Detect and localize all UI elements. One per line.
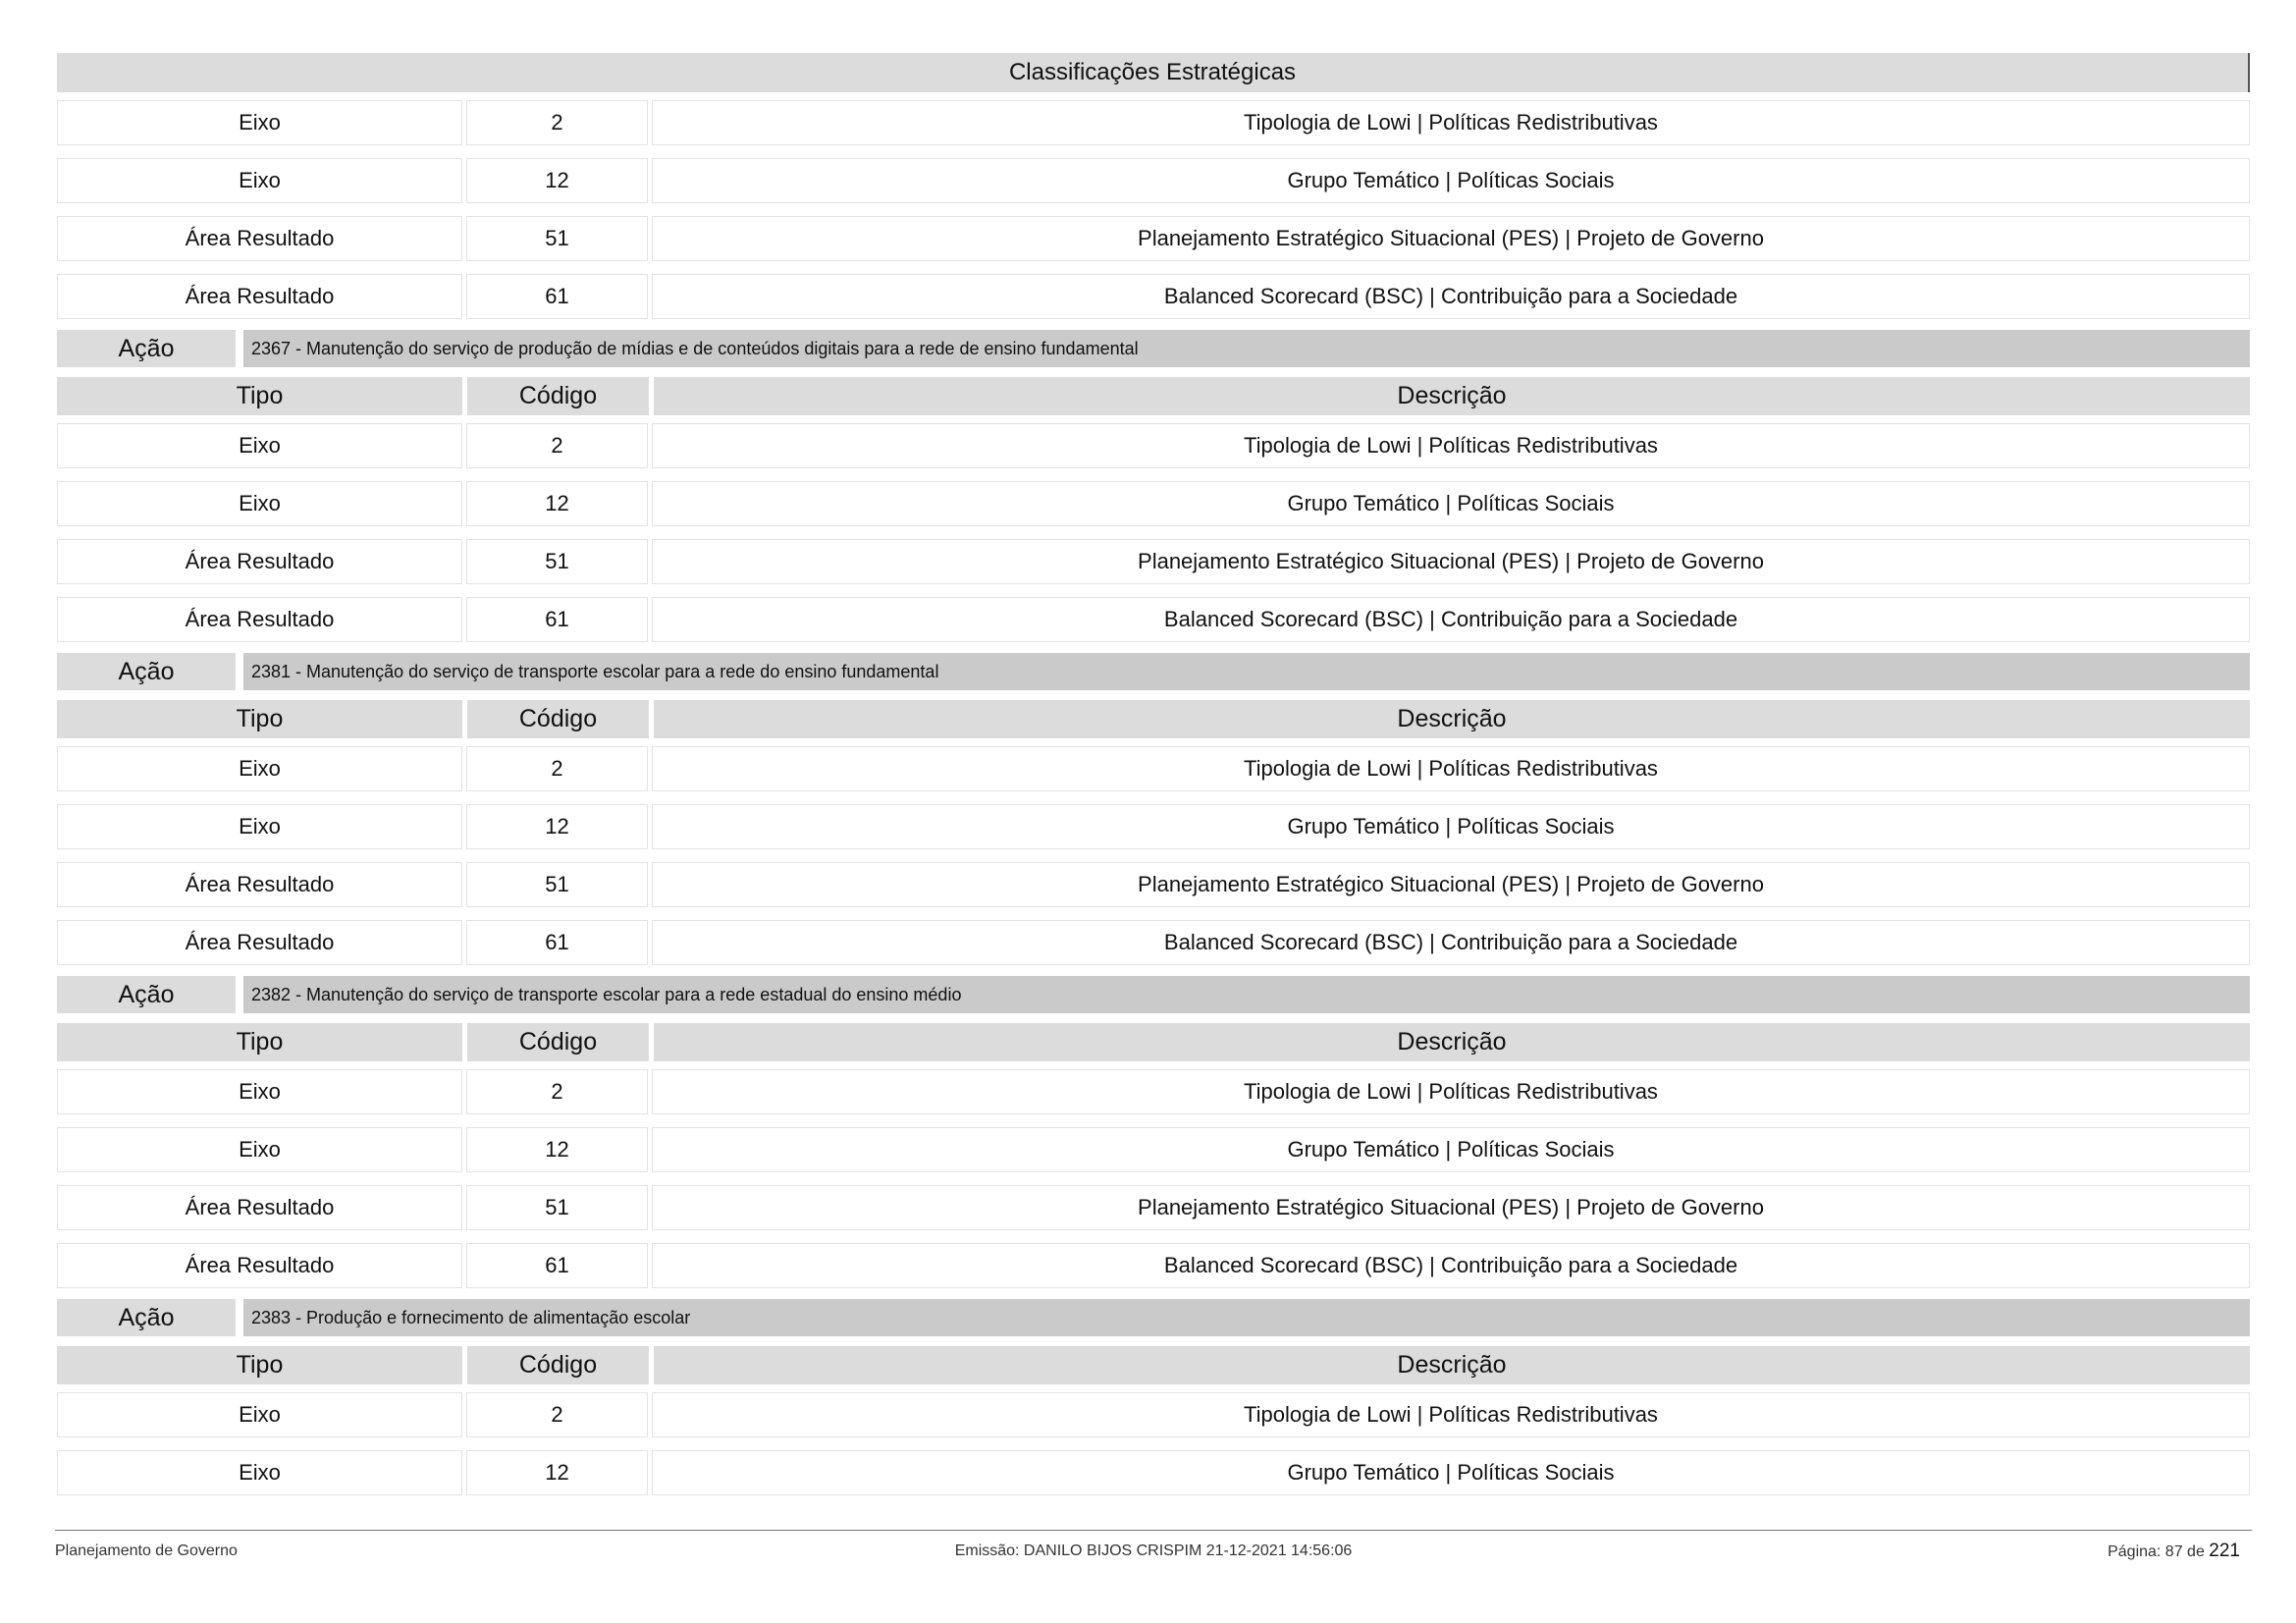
- cell-tipo: Área Resultado: [57, 539, 462, 584]
- cell-descricao: Tipologia de Lowi | Políticas Redistributivas: [652, 746, 2250, 791]
- header-tipo: Tipo: [57, 377, 462, 415]
- table-row: [57, 423, 2250, 468]
- table-row: [57, 158, 2250, 203]
- section-title: Classificações Estratégicas: [57, 53, 2250, 92]
- cell-descricao: Tipologia de Lowi | Políticas Redistributivas: [652, 423, 2250, 468]
- cell-codigo: 2: [466, 1392, 648, 1437]
- cell-descricao: Grupo Temático | Políticas Sociais: [652, 804, 2250, 849]
- cell-tipo: Eixo: [57, 804, 462, 849]
- cell-descricao: Balanced Scorecard (BSC) | Contribuição para a Sociedade: [652, 920, 2250, 965]
- cell-descricao: Grupo Temático | Políticas Sociais: [652, 158, 2250, 203]
- cell-descricao: Grupo Temático | Políticas Sociais: [652, 481, 2250, 526]
- cell-codigo: 61: [466, 1243, 648, 1288]
- cell-tipo: Eixo: [57, 423, 462, 468]
- cell-descricao: Tipologia de Lowi | Políticas Redistributivas: [652, 100, 2250, 145]
- cell-tipo: Área Resultado: [57, 862, 462, 907]
- initial-classification-rows: [57, 100, 2250, 319]
- action-block: [57, 976, 2250, 1288]
- table-row: [57, 216, 2250, 261]
- cell-codigo: 61: [466, 597, 648, 642]
- action-label: Ação: [57, 330, 236, 367]
- table-row: [57, 1392, 2250, 1437]
- cell-descricao: Balanced Scorecard (BSC) | Contribuição para a Sociedade: [652, 274, 2250, 319]
- action-block: [57, 330, 2250, 642]
- header-descricao: Descrição: [654, 377, 2250, 415]
- table-row: [57, 1450, 2250, 1495]
- footer-page-prefix: Página: 87 de: [2108, 1543, 2205, 1560]
- action-row: [57, 976, 2250, 1013]
- cell-codigo: 12: [466, 481, 648, 526]
- cell-tipo: Eixo: [57, 1392, 462, 1437]
- footer-system-name: Planejamento de Governo: [55, 1542, 238, 1559]
- cell-tipo: Área Resultado: [57, 216, 462, 261]
- table-header: [57, 1023, 2250, 1061]
- action-description: 2382 - Manutenção do serviço de transporte escolar para a rede estadual do ensino médio: [243, 976, 2250, 1013]
- header-codigo: Código: [467, 377, 649, 415]
- cell-tipo: Eixo: [57, 746, 462, 791]
- table-row: [57, 862, 2250, 907]
- action-description: 2367 - Manutenção do serviço de produção de mídias e de conteúdos digitais para a rede de ensino fundamental: [243, 330, 2250, 367]
- document-page: [57, 53, 2250, 1508]
- table-row: [57, 746, 2250, 791]
- cell-descricao: Tipologia de Lowi | Políticas Redistributivas: [652, 1069, 2250, 1114]
- table-row: [57, 1069, 2250, 1114]
- action-row: [57, 330, 2250, 367]
- table-row: [57, 481, 2250, 526]
- cell-codigo: 2: [466, 746, 648, 791]
- cell-codigo: 51: [466, 862, 648, 907]
- cell-codigo: 12: [466, 804, 648, 849]
- cell-descricao: Tipologia de Lowi | Políticas Redistributivas: [652, 1392, 2250, 1437]
- table-row: [57, 1243, 2250, 1288]
- cell-descricao: Planejamento Estratégico Situacional (PES) | Projeto de Governo: [652, 216, 2250, 261]
- table-header: [57, 700, 2250, 738]
- header-tipo: Tipo: [57, 1346, 462, 1384]
- cell-descricao: Planejamento Estratégico Situacional (PES) | Projeto de Governo: [652, 1185, 2250, 1230]
- action-label: Ação: [57, 976, 236, 1013]
- cell-codigo: 51: [466, 216, 648, 261]
- cell-codigo: 12: [466, 1127, 648, 1172]
- cell-codigo: 51: [466, 1185, 648, 1230]
- table-row: [57, 920, 2250, 965]
- action-label: Ação: [57, 653, 236, 690]
- cell-tipo: Eixo: [57, 1127, 462, 1172]
- cell-tipo: Eixo: [57, 1069, 462, 1114]
- header-descricao: Descrição: [654, 1023, 2250, 1061]
- table-header: [57, 1346, 2250, 1384]
- cell-descricao: Grupo Temático | Políticas Sociais: [652, 1127, 2250, 1172]
- cell-codigo: 12: [466, 158, 648, 203]
- action-label: Ação: [57, 1299, 236, 1336]
- footer-emission-info: Emissão: DANILO BIJOS CRISPIM 21-12-2021 14:56:06: [954, 1542, 1353, 1559]
- cell-tipo: Área Resultado: [57, 920, 462, 965]
- header-codigo: Código: [467, 700, 649, 738]
- table-row: [57, 539, 2250, 584]
- footer-page-total: 221: [2209, 1541, 2240, 1561]
- cell-descricao: Planejamento Estratégico Situacional (PES) | Projeto de Governo: [652, 862, 2250, 907]
- cell-tipo: Área Resultado: [57, 597, 462, 642]
- cell-descricao: Planejamento Estratégico Situacional (PES) | Projeto de Governo: [652, 539, 2250, 584]
- cell-codigo: 2: [466, 423, 648, 468]
- cell-codigo: 51: [466, 539, 648, 584]
- cell-tipo: Eixo: [57, 1450, 462, 1495]
- cell-codigo: 61: [466, 920, 648, 965]
- action-block: [57, 653, 2250, 965]
- header-tipo: Tipo: [57, 1023, 462, 1061]
- action-description: 2381 - Manutenção do serviço de transporte escolar para a rede do ensino fundamental: [243, 653, 2250, 690]
- cell-descricao: Balanced Scorecard (BSC) | Contribuição para a Sociedade: [652, 597, 2250, 642]
- action-row: [57, 653, 2250, 690]
- table-row: [57, 1185, 2250, 1230]
- cell-tipo: Eixo: [57, 100, 462, 145]
- table-row: [57, 274, 2250, 319]
- table-row: [57, 597, 2250, 642]
- cell-tipo: Eixo: [57, 158, 462, 203]
- cell-tipo: Eixo: [57, 481, 462, 526]
- cell-tipo: Área Resultado: [57, 1243, 462, 1288]
- action-description: 2383 - Produção e fornecimento de alimentação escolar: [243, 1299, 2250, 1336]
- page-footer: [55, 1530, 2252, 1561]
- cell-codigo: 12: [466, 1450, 648, 1495]
- cell-codigo: 2: [466, 100, 648, 145]
- cell-codigo: 2: [466, 1069, 648, 1114]
- cell-tipo: Área Resultado: [57, 274, 462, 319]
- header-descricao: Descrição: [654, 700, 2250, 738]
- cell-codigo: 61: [466, 274, 648, 319]
- action-block: [57, 1299, 2250, 1495]
- table-row: [57, 804, 2250, 849]
- cell-descricao: Grupo Temático | Políticas Sociais: [652, 1450, 2250, 1495]
- header-tipo: Tipo: [57, 700, 462, 738]
- table-row: [57, 100, 2250, 145]
- cell-descricao: Balanced Scorecard (BSC) | Contribuição para a Sociedade: [652, 1243, 2250, 1288]
- header-descricao: Descrição: [654, 1346, 2250, 1384]
- footer-page-number: [2108, 1541, 2240, 1562]
- table-header: [57, 377, 2250, 415]
- table-row: [57, 1127, 2250, 1172]
- actions-list: [57, 330, 2250, 1495]
- action-row: [57, 1299, 2250, 1336]
- header-codigo: Código: [467, 1346, 649, 1384]
- cell-tipo: Área Resultado: [57, 1185, 462, 1230]
- header-codigo: Código: [467, 1023, 649, 1061]
